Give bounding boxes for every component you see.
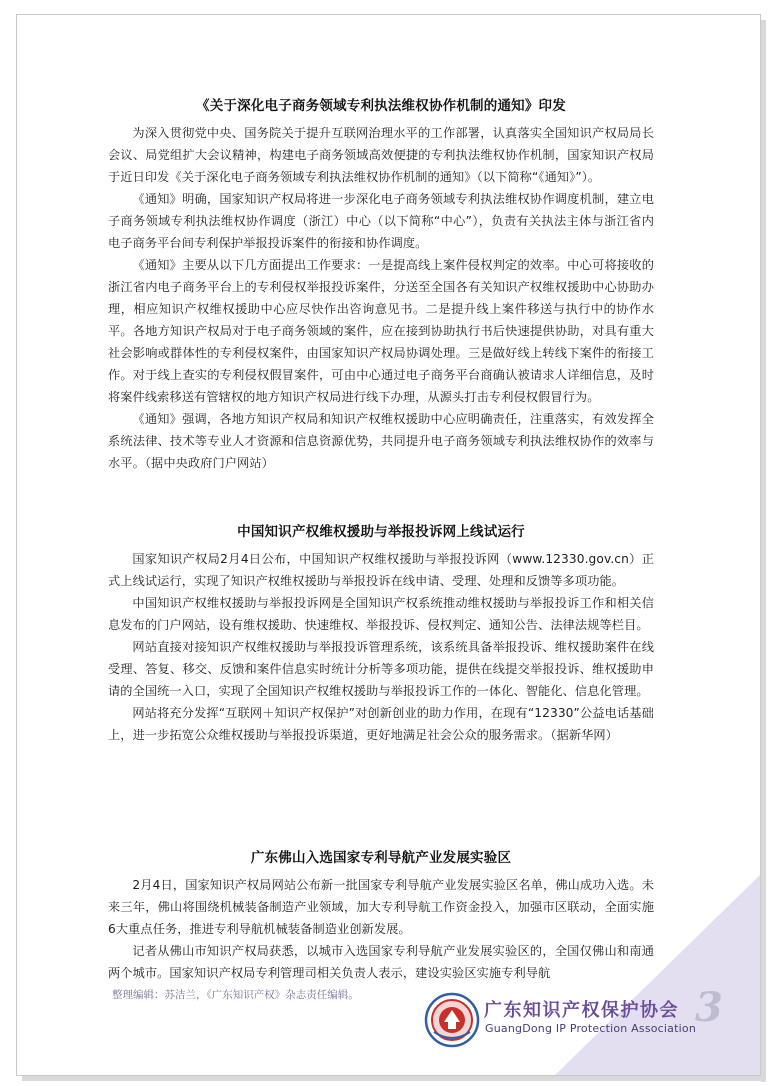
article-paragraph: 国家知识产权局2月4日公布，中国知识产权维权援助与举报投诉网（www.12330.gov.cn）正式上线试运行，实现了知识产权维权援助与举报投诉在线申请、受理、处理和反馈等多项功能。 xyxy=(108,552,654,588)
association-name-en: GuangDong IP Protection Association xyxy=(485,1022,696,1035)
article-paragraph: 记者从佛山市知识产权局获悉，以城市入选国家专利导航产业发展实验区的，全国仅佛山和南通两个城市。国家知识产权局专利管理司相关负责人表示，建设实验区实施专利导航 xyxy=(108,944,654,980)
page-number: 3 xyxy=(695,984,723,1031)
page-shadow-right xyxy=(761,20,766,1082)
association-logo-icon xyxy=(424,992,480,1048)
editor-note: 整理编辑：苏洁兰，《广东知识产权》杂志责任编辑。 xyxy=(112,989,359,1001)
association-name-cn: 广东知识产权保护协会 xyxy=(484,1000,679,1021)
article-paragraph: 为深入贯彻党中央、国务院关于提升互联网治理水平的工作部署，认真落实全国知识产权局局长会议、局党组扩大会议精神，构建电子商务领域高效便捷的专利执法维权协作机制，国家知识产权局于近日印发《关于深化电子商务领域专利执法维权协作机制的通知》（以下简称“《通知》”）。 xyxy=(108,126,654,184)
article-title: 《关于深化电子商务领域专利执法维权协作机制的通知》印发 xyxy=(196,98,566,114)
article-paragraph: 网站直接对接知识产权维权援助与举报投诉管理系统，该系统具备举报投诉、维权援助案件在线受理、答复、移交、反馈和案件信息实时统计分析等多项功能，提供在线提交举报投诉、维权援助申请的全国统一入口，实现了全国知识产权维权援助与举报投诉工作的一体化、智能化、信息化管理。 xyxy=(108,640,654,698)
article-paragraph: 《通知》主要从以下几方面提出工作要求：一是提高线上案件侵权判定的效率。中心可将接收的浙江省内电子商务平台上的专利侵权举报投诉案件，分送至全国各有关知识产权维权援助中心协助办理，相应知识产权维权援助中心应尽快作出咨询意见书。二是提升线上案件移送与执行中的协作水平。各地方知识产权局对于电子商务领域的案件，应在接到协助执行书后快速提供协助，对具有重大社会影响或群体性的专利侵权案件，由国家知识产权局协调处理。三是做好线上转线下案件的衔接工作。对于线上查实的专利侵权假冒案件，可由中心通过电子商务平台商确认被请求人详细信息，及时将案件线索移送有管辖权的地方知识产权局进行线下办理，从源头打击专利侵权假冒行为。 xyxy=(108,258,654,404)
article-paragraph: 《通知》明确，国家知识产权局将进一步深化电子商务领域专利执法维权协作调度机制，建立电子商务领域专利执法维权协作调度（浙江）中心（以下简称“中心”），负责有关执法主体与浙江省内电子商务平台间专利保护举报投诉案件的衔接和协作调度。 xyxy=(108,192,654,250)
article-title: 广东佛山入选国家专利导航产业发展实验区 xyxy=(250,850,512,866)
page-shadow-bottom xyxy=(22,1076,766,1081)
article-title: 中国知识产权维权援助与举报投诉网上线试运行 xyxy=(237,524,525,540)
article-paragraph: 2月4日，国家知识产权局网站公布新一批国家专利导航产业发展实验区名单，佛山成功入选。未来三年，佛山将围绕机械装备制造产业领域，加大专利导航工作资金投入，加强市区联动，全面实施6大重点任务，推进专利导航机械装备制造业创新发展。 xyxy=(108,878,654,936)
article-3 xyxy=(108,848,654,984)
article-paragraph: 中国知识产权维权援助与举报投诉网是全国知识产权系统推动维权援助与举报投诉工作和相关信息发布的门户网站，设有维权援助、快速维权、举报投诉、侵权判定、通知公告、法律法规等栏目。 xyxy=(108,596,654,632)
article-paragraph: 网站将充分发挥“互联网＋知识产权保护”对创新创业的助力作用，在现有“12330”公益电话基础上，进一步拓宽公众维权援助与举报投诉渠道，更好地满足社会公众的服务需求。（据新华网） xyxy=(108,706,654,742)
article-2 xyxy=(108,522,654,746)
article-paragraph: 《通知》强调，各地方知识产权局和知识产权维权援助中心应明确责任，注重落实，有效发挥全系统法律、技术等专业人才资源和信息资源优势，共同提升电子商务领域专利执法维权协作的效率与水平。（据中央政府门户网站） xyxy=(108,412,654,470)
article-1 xyxy=(108,96,654,474)
